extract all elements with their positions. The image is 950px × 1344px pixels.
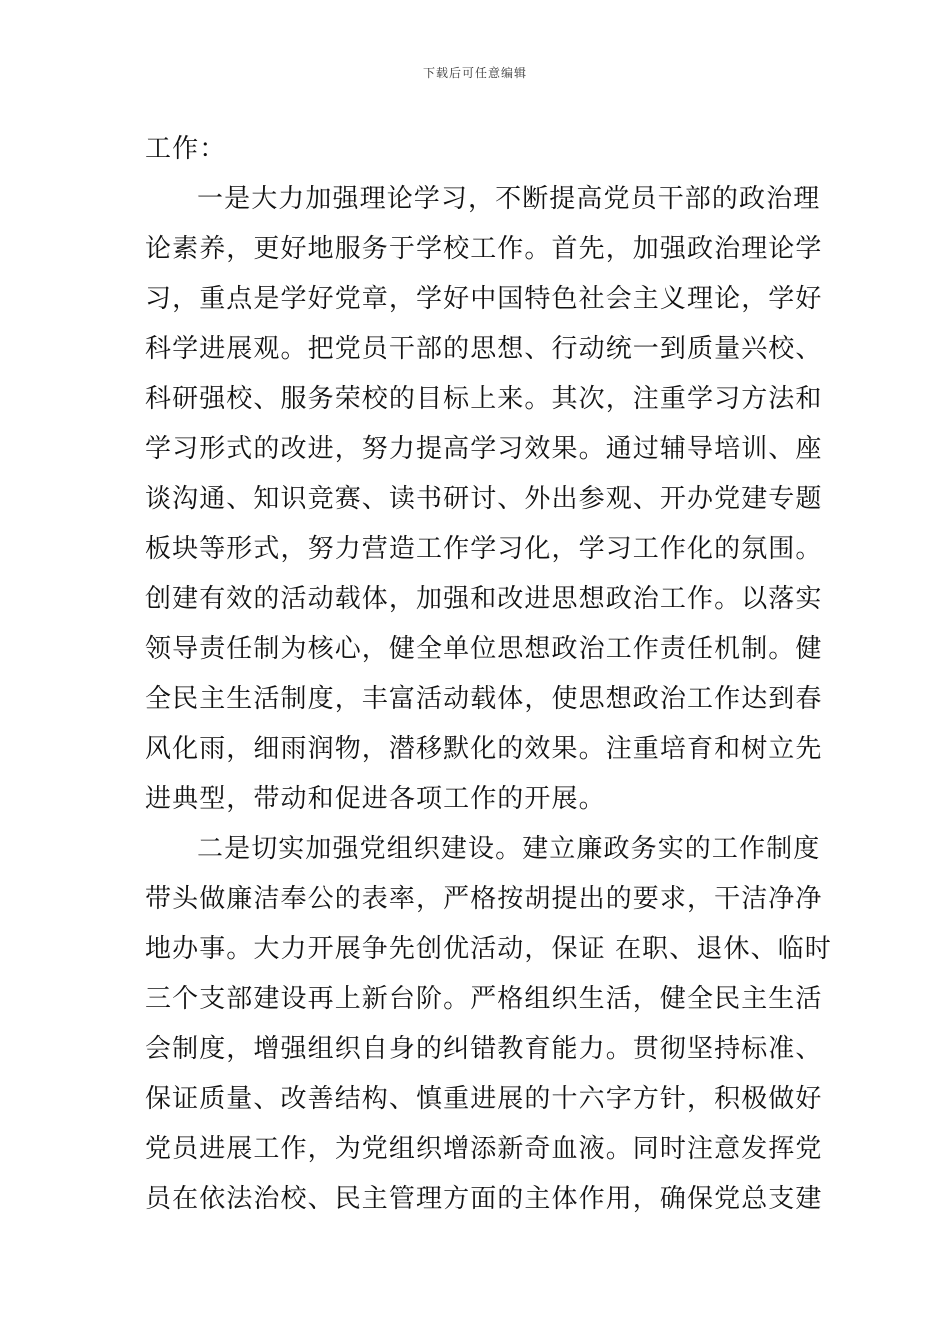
text-line: 地办事。大力开展争先创优活动，保证 在职、退休、临时 (145, 934, 832, 964)
text-line: 会制度，增强组织自身的纠错教育能力。贯彻坚持标准、 (145, 1034, 823, 1064)
page-header-note: 下载后可任意编辑 (422, 66, 527, 80)
text-line: 三个支部建设再上新台阶。严格组织生活，健全民主生活 (145, 984, 823, 1014)
text-line: 员在依法治校、民主管理方面的主体作用，确保党总支建 (145, 1184, 823, 1214)
paragraph-start-line: 一是大力加强理论学习，不断提高党员干部的政治理 (197, 184, 821, 214)
text-line: 进典型，带动和促进各项工作的开展。 (145, 784, 606, 814)
text-line: 板块等形式，努力营造工作学习化，学习工作化的氛围。 (145, 534, 823, 564)
text-line: 科学进展观。把党员干部的思想、行动统一到质量兴校、 (145, 334, 823, 364)
text-line: 学习形式的改进，努力提高学习效果。通过辅导培训、座 (145, 434, 823, 464)
document-body (145, 129, 832, 1229)
text-line: 领导责任制为核心，健全单位思想政治工作责任机制。健 (145, 634, 823, 664)
text-line: 科研强校、服务荣校的目标上来。其次，注重学习方法和 (145, 384, 823, 414)
text-line: 党员进展工作，为党组织增添新奇血液。同时注意发挥党 (145, 1134, 823, 1164)
text-line: 谈沟通、知识竞赛、读书研讨、外出参观、开办党建专题 (145, 484, 823, 514)
text-line: 全民主生活制度，丰富活动载体，使思想政治工作达到春 (145, 684, 823, 714)
text-line: 论素养，更好地服务于学校工作。首先，加强政治理论学 (145, 234, 823, 264)
paragraph-start-line: 二是切实加强党组织建设。建立廉政务实的工作制度 (197, 834, 821, 864)
text-line: 习，重点是学好党章，学好中国特色社会主义理论，学好 (145, 284, 823, 314)
text-line: 带头做廉洁奉公的表率，严格按胡提出的要求，干洁净净 (145, 884, 823, 914)
text-line: 保证质量、改善结构、慎重进展的十六字方针，积极做好 (145, 1084, 823, 1114)
text-line: 风化雨，细雨润物，潜移默化的效果。注重培育和树立先 (145, 734, 823, 764)
text-line: 创建有效的活动载体，加强和改进思想政治工作。以落实 (145, 584, 823, 614)
text-line: 工作： (145, 134, 227, 164)
